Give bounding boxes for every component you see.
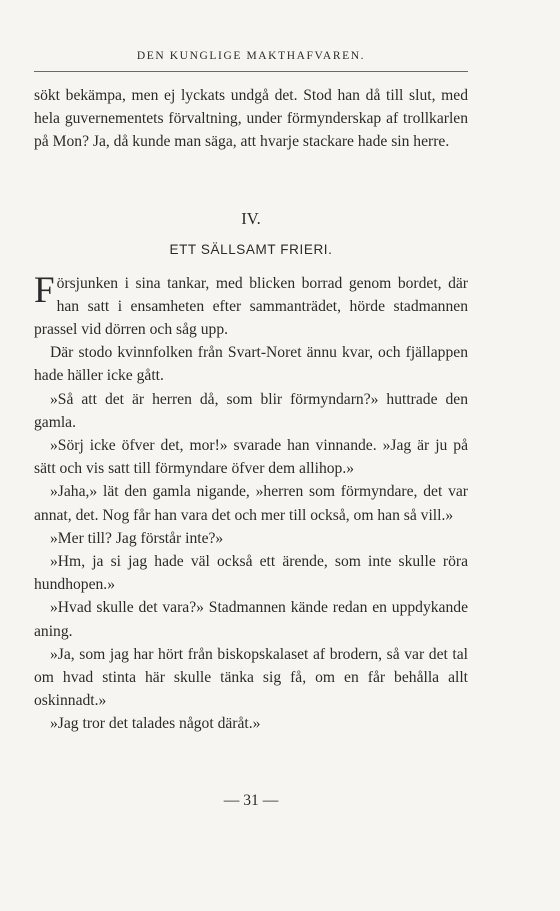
chapter-number: IV.: [241, 208, 261, 228]
paragraph-dropcap: [34, 269, 468, 342]
drop-cap: F: [34, 269, 55, 311]
paragraph-text: örsjunken i sina tankar, med blicken borrad genom bordet, där han satt i ensamheten efter sammanträdet, hörde stadmannen prassel vid dörren och såg upp.: [34, 274, 468, 339]
paragraph: »Hvad skulle det vara?» Stadmannen kände redan en uppdykande aning.: [34, 599, 468, 640]
paragraph-continued: sökt bekämpa, men ej lyckats undgå det. Stod han då till slut, med hela guvernementets förvaltning, under förmynderskap af trollkarlen på Mon? Ja, då kunde man säga, att hvarje stackare hade sin herre.: [34, 87, 468, 151]
paragraph: »Ja, som jag har hört från biskopskalaset af brodern, så var det tal om hvad stinta här skulle tänka sig få, om en får behålla allt oskinnadt.»: [34, 645, 468, 710]
paragraph: Där stodo kvinnfolken från Svart-Noret ännu kvar, och fjällappen hade häller icke gått.: [34, 344, 468, 385]
header-rule: [34, 71, 468, 72]
chapter-title: ETT SÄLLSAMT FRIERI.: [169, 241, 333, 257]
paragraph: »Jag tror det talades något däråt.»: [50, 715, 261, 733]
paragraph: »Jaha,» lät den gamla nigande, »herren som förmyndare, det var annat, det. Nog får han vara det och mer till också, om han så vill.»: [34, 483, 468, 524]
paragraph: »Sörj icke öfver det, mor!» svarade han vinnande. »Jag är ju på sätt och vis satt till förmyndare öfver dem allihop.»: [34, 437, 468, 478]
running-head: DEN KUNGLIGE MAKTHAFVAREN.: [136, 50, 366, 62]
page-number: — 31 —: [223, 792, 279, 809]
body-text: [34, 84, 468, 736]
paragraph: »Så att det är herren då, som blir förmyndarn?» huttrade den gamla.: [34, 390, 468, 431]
paragraph: »Hm, ja si jag hade väl också ett ärende, som inte skulle röra hundhopen.»: [34, 553, 468, 594]
book-page: [34, 0, 468, 911]
paragraph: »Mer till? Jag förstår inte?»: [50, 529, 224, 547]
